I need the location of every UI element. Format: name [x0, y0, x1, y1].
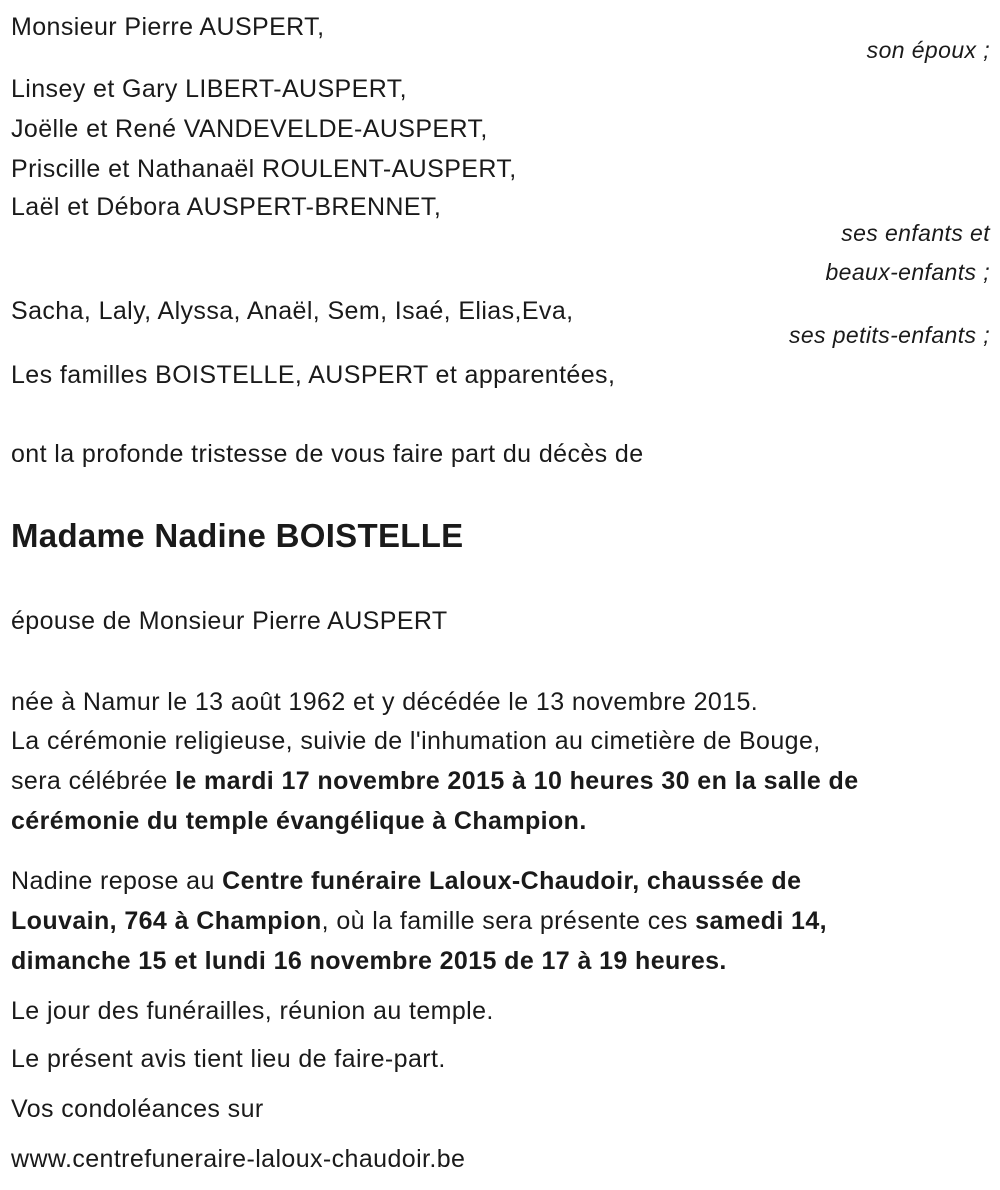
visitation-dates: samedi 14,	[695, 907, 828, 935]
birth-death: née à Namur le 13 août 1962 et y décédée le 13 novembre 2015.	[11, 688, 759, 716]
child-couple: Priscille et Nathanaël ROULENT-AUSPERT,	[11, 155, 517, 183]
announcement: ont la profonde tristesse de vous faire part du décès de	[11, 440, 644, 468]
grandchildren-role: ses petits-enfants ;	[788, 322, 990, 348]
spouse-role: son époux ;	[866, 37, 990, 63]
ceremony-line: La cérémonie religieuse, suivie de l'inhumation au cimetière de Bouge,	[11, 727, 821, 755]
funeral-center-address: Louvain, 764 à Champion	[11, 907, 322, 935]
child-couple: Joëlle et René VANDEVELDE-AUSPERT,	[11, 115, 488, 143]
deceased-name: Madame Nadine BOISTELLE	[11, 517, 464, 554]
visitation-dates: dimanche 15 et lundi 16 novembre 2015 de 17 à 19 heures.	[11, 947, 727, 975]
ceremony-place: cérémonie du temple évangélique à Champion.	[11, 807, 587, 835]
children-role: beaux-enfants ;	[825, 259, 990, 285]
ceremony-date: le mardi 17 novembre 2015 à 10 heures 30 en la salle de	[175, 767, 859, 795]
ceremony-line	[11, 806, 587, 836]
visitation-text: Nadine repose au	[11, 867, 223, 895]
condolences-label: Vos condoléances sur	[11, 1095, 264, 1123]
spouse-line: épouse de Monsieur Pierre AUSPERT	[11, 607, 448, 635]
families: Les familles BOISTELLE, AUSPERT et apparentées,	[11, 361, 616, 389]
visitation-line	[11, 866, 801, 896]
website-link[interactable]: www.centrefuneraire-laloux-chaudoir.be	[11, 1145, 466, 1173]
grandchildren: Sacha, Laly, Alyssa, Anaël, Sem, Isaé, Elias,Eva,	[11, 297, 574, 325]
visitation-line	[11, 906, 827, 936]
child-couple: Linsey et Gary LIBERT-AUSPERT,	[11, 75, 407, 103]
spouse-name: Monsieur Pierre AUSPERT,	[11, 13, 325, 41]
ceremony-text: sera célébrée	[11, 767, 176, 795]
visitation-line	[11, 946, 727, 976]
notice: Le présent avis tient lieu de faire-part.	[11, 1045, 446, 1073]
children-role: ses enfants et	[841, 220, 990, 246]
visitation-text: , où la famille sera présente ces	[321, 907, 696, 935]
funeral-day: Le jour des funérailles, réunion au temple.	[11, 997, 494, 1025]
ceremony-line	[11, 766, 859, 796]
funeral-center: Centre funéraire Laloux-Chaudoir, chaussée de	[222, 867, 802, 895]
child-couple: Laël et Débora AUSPERT-BRENNET,	[11, 193, 442, 221]
